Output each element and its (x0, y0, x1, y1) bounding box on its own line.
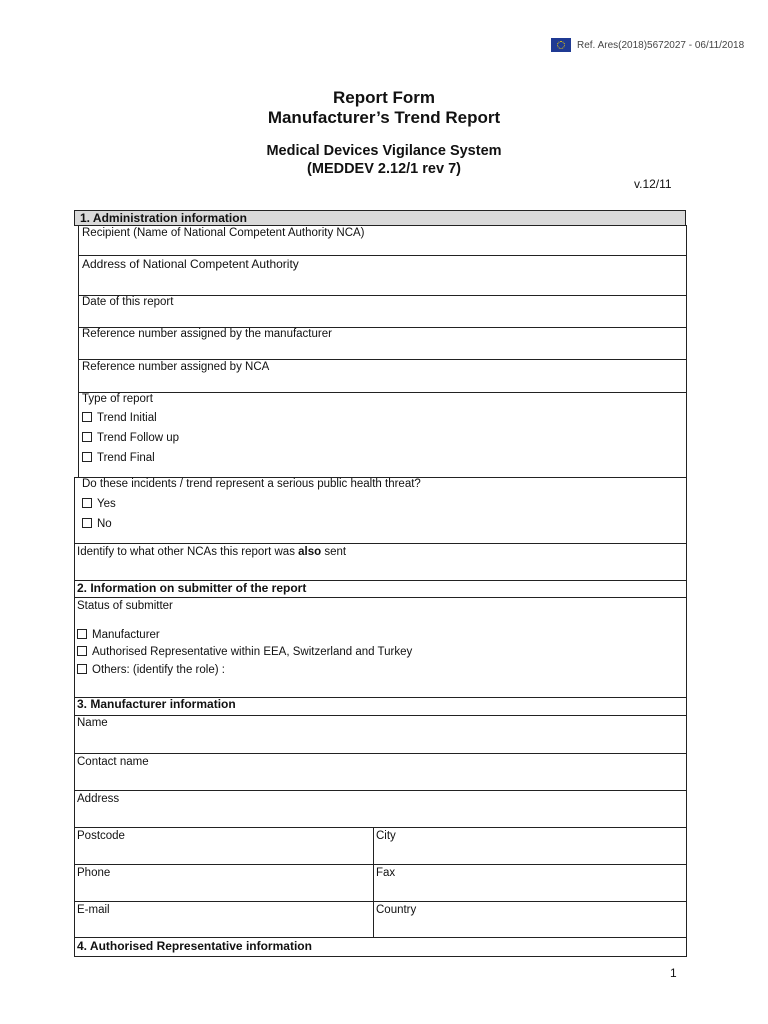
manufacturer-name-field[interactable]: Name (77, 717, 108, 729)
section3-heading: 3. Manufacturer information (77, 697, 236, 711)
submitter-others-option[interactable]: Others: (identify the role) : (77, 664, 225, 676)
checkbox[interactable] (82, 412, 92, 422)
checkbox[interactable] (82, 432, 92, 442)
checkbox[interactable] (77, 664, 87, 674)
manufacturer-reference-field[interactable]: Reference number assigned by the manufacturer (82, 328, 332, 340)
nca-reference-field[interactable]: Reference number assigned by NCA (82, 361, 270, 373)
checkbox[interactable] (82, 452, 92, 462)
form-title: Report Form (333, 88, 435, 107)
page-number: 1 (670, 966, 677, 980)
checkbox[interactable] (82, 518, 92, 528)
system-name: Medical Devices Vigilance System (266, 143, 502, 159)
trend-final-option[interactable]: Trend Final (82, 452, 155, 464)
threat-question: Do these incidents / trend represent a serious public health threat? (82, 478, 421, 490)
section1-heading: 1. Administration information (80, 211, 247, 225)
version-label: v.12/11 (634, 177, 672, 191)
checkbox[interactable] (77, 646, 87, 656)
submitter-manufacturer-option[interactable]: Manufacturer (77, 629, 160, 641)
reference-stamp (551, 38, 744, 52)
report-type-label: Type of report (82, 393, 153, 405)
phone-field[interactable]: Phone (77, 867, 111, 879)
threat-yes-option[interactable]: Yes (82, 498, 116, 510)
meddev-reference: (MEDDEV 2.12/1 rev 7) (307, 161, 461, 177)
nca-address-field[interactable]: Address of National Competent Authority (82, 257, 299, 271)
eu-flag-icon (551, 38, 571, 52)
reference-text: Ref. Ares(2018)5672027 - 06/11/2018 (577, 39, 745, 51)
country-field[interactable]: Country (376, 904, 417, 916)
other-ncas-field[interactable]: Identify to what other NCAs this report was also sent (77, 546, 347, 558)
city-field[interactable]: City (376, 830, 396, 842)
threat-no-option[interactable]: No (82, 518, 112, 530)
submitter-authorised-rep-option[interactable]: Authorised Representative within EEA, Switzerland and Turkey (77, 646, 412, 658)
report-date-field[interactable]: Date of this report (82, 296, 174, 308)
address-field[interactable]: Address (77, 793, 120, 805)
section2-heading: 2. Information on submitter of the report (77, 581, 307, 595)
fax-field[interactable]: Fax (376, 867, 396, 879)
checkbox[interactable] (82, 498, 92, 508)
trend-initial-option[interactable]: Trend Initial (82, 412, 157, 424)
section4-heading: 4. Authorised Representative information (77, 939, 312, 953)
contact-name-field[interactable]: Contact name (77, 756, 149, 768)
submitter-status-label: Status of submitter (77, 600, 173, 612)
recipient-field[interactable]: Recipient (Name of National Competent Authority NCA) (82, 227, 365, 239)
checkbox[interactable] (77, 629, 87, 639)
trend-follow-up-option[interactable]: Trend Follow up (82, 432, 179, 444)
form-subtitle: Manufacturer’s Trend Report (267, 108, 501, 127)
postcode-field[interactable]: Postcode (77, 830, 125, 842)
email-field[interactable]: E-mail (77, 904, 110, 916)
